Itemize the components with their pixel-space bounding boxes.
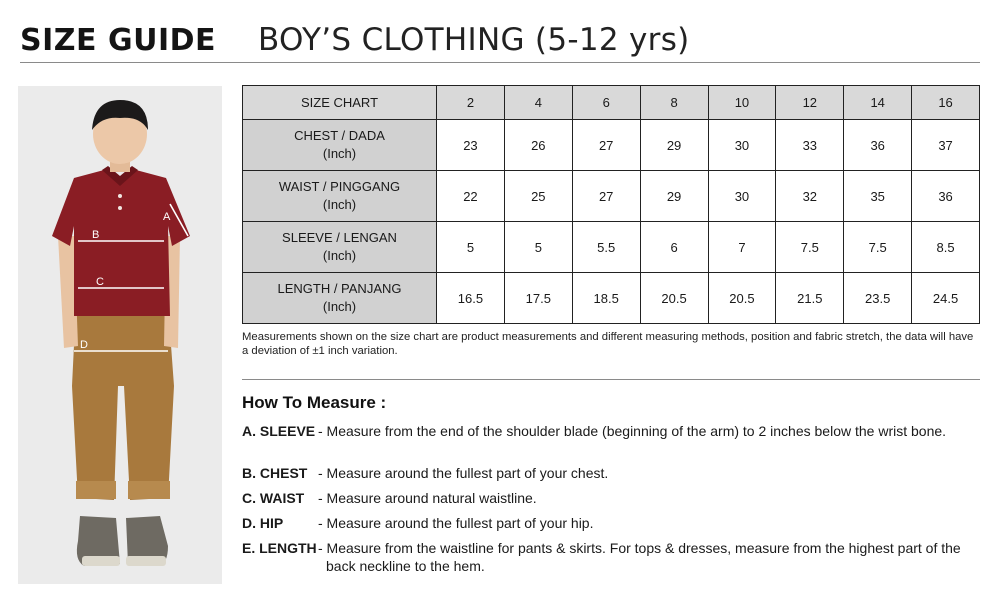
row-label-text: WAIST / PINGGANG [278, 179, 401, 194]
table-cell: 37 [912, 120, 980, 171]
row-label-chest [243, 120, 437, 171]
measure-label: D. HIP [242, 515, 284, 531]
table-cell: 18.5 [572, 273, 640, 324]
size-header-row [243, 86, 980, 120]
row-unit-text: (Inch) [322, 146, 357, 161]
table-cell: 29 [640, 120, 708, 171]
table-row-waist [243, 171, 980, 222]
table-cell: 7.5 [844, 222, 912, 273]
row-unit-text: (Inch) [322, 197, 357, 212]
table-cell: 5.5 [572, 222, 640, 273]
row-label-sleeve [243, 222, 437, 273]
marker-a: A [163, 211, 171, 223]
table-cell: 29 [640, 171, 708, 222]
row-label-waist [243, 171, 437, 222]
page-title: SIZE GUIDE [20, 23, 217, 58]
row-label-length [243, 273, 437, 324]
header-divider [20, 62, 980, 63]
section-divider [242, 379, 980, 380]
measurement-disclaimer: Measurements shown on the size chart are product measurements and different measuring methods, position and fabric stretch, the data will have a deviation of ±1 inch variation. [242, 331, 974, 357]
size-col-header: 2 [437, 86, 505, 120]
table-cell: 27 [572, 120, 640, 171]
size-col-header: 14 [844, 86, 912, 120]
boy-model-illustration [18, 86, 222, 584]
table-row-length [243, 273, 980, 324]
measure-label: E. LENGTH [242, 540, 317, 556]
marker-b: B [92, 229, 100, 241]
row-unit-text: (Inch) [322, 299, 357, 314]
table-cell: 7.5 [776, 222, 844, 273]
table-cell: 32 [776, 171, 844, 222]
measure-label: A. SLEEVE [242, 423, 316, 439]
size-chart-header: SIZE CHART [243, 86, 437, 120]
table-cell: 23 [437, 120, 505, 171]
table-cell: 36 [912, 171, 980, 222]
table-row-sleeve [243, 222, 980, 273]
model-photo [18, 86, 222, 584]
table-cell: 20.5 [640, 273, 708, 324]
measure-text: - Measure around natural waistline. [318, 490, 537, 506]
size-col-header: 4 [504, 86, 572, 120]
measure-text: - Measure from the end of the shoulder blade (beginning of the arm) to 2 inches below the wrist bone. [318, 423, 947, 439]
page-header [20, 14, 690, 58]
measure-text: - Measure around the fullest part of your hip. [318, 515, 594, 531]
table-cell: 24.5 [912, 273, 980, 324]
table-row-chest [243, 120, 980, 171]
size-chart-table [242, 85, 980, 324]
measure-item-length [242, 539, 987, 575]
table-cell: 26 [504, 120, 572, 171]
table-cell: 22 [437, 171, 505, 222]
marker-d: D [80, 339, 88, 351]
how-to-measure-title: How To Measure : [242, 393, 387, 412]
table-cell: 33 [776, 120, 844, 171]
table-cell: 21.5 [776, 273, 844, 324]
size-col-header: 8 [640, 86, 708, 120]
size-col-header: 6 [572, 86, 640, 120]
size-col-header: 16 [912, 86, 980, 120]
measure-item-chest [242, 464, 987, 482]
table-cell: 7 [708, 222, 776, 273]
measure-item-waist [242, 489, 987, 507]
table-cell: 25 [504, 171, 572, 222]
table-cell: 8.5 [912, 222, 980, 273]
table-cell: 30 [708, 120, 776, 171]
measure-label: B. CHEST [242, 465, 308, 481]
table-cell: 20.5 [708, 273, 776, 324]
table-cell: 35 [844, 171, 912, 222]
size-col-header: 10 [708, 86, 776, 120]
measure-item-hip [242, 514, 987, 532]
table-cell: 36 [844, 120, 912, 171]
table-cell: 23.5 [844, 273, 912, 324]
measure-item-sleeve [242, 422, 987, 440]
marker-c: C [96, 276, 104, 288]
table-cell: 6 [640, 222, 708, 273]
measure-text: - Measure from the waistline for pants & skirts. For tops & dresses, measure from the highest part of the back neckline to the hem. [318, 540, 961, 574]
table-cell: 5 [437, 222, 505, 273]
measure-label: C. WAIST [242, 490, 305, 506]
table-cell: 30 [708, 171, 776, 222]
table-cell: 5 [504, 222, 572, 273]
row-label-text: LENGTH / PANJANG [277, 281, 402, 296]
table-cell: 16.5 [437, 273, 505, 324]
row-label-text: CHEST / DADA [294, 128, 385, 143]
table-cell: 27 [572, 171, 640, 222]
measure-text: - Measure around the fullest part of your chest. [318, 465, 609, 481]
size-col-header: 12 [776, 86, 844, 120]
table-cell: 17.5 [504, 273, 572, 324]
pants [72, 304, 174, 500]
row-unit-text: (Inch) [322, 248, 357, 263]
page-subtitle: BOY’S CLOTHING (5-12 yrs) [258, 22, 690, 58]
row-label-text: SLEEVE / LENGAN [282, 230, 397, 245]
